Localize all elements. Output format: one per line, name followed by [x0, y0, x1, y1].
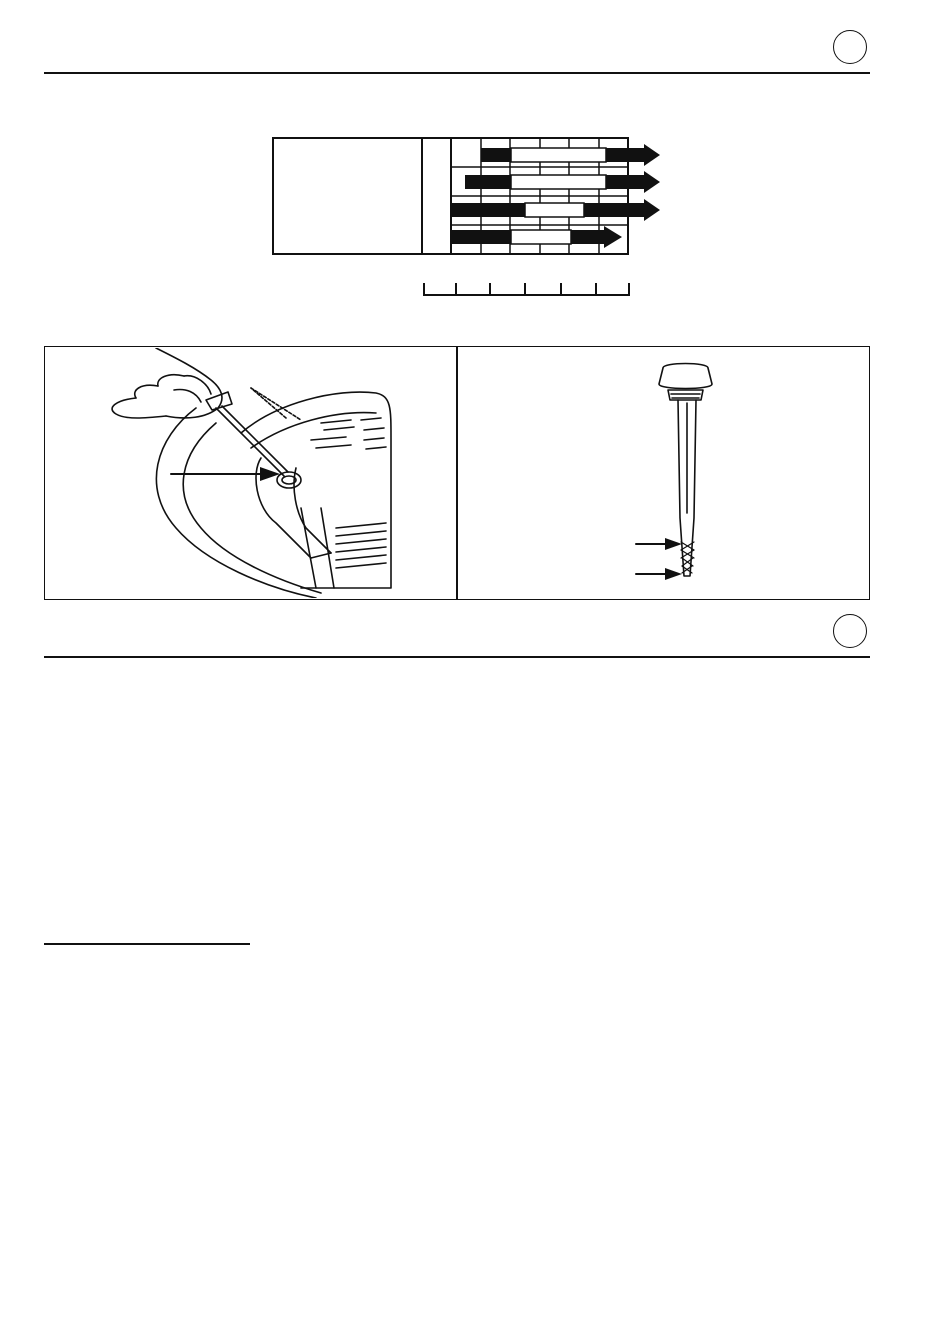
subheading-underline	[44, 943, 250, 945]
figure-dipstick-insertion	[46, 348, 455, 598]
hand-holding-dipstick-icon	[112, 348, 222, 418]
pointer-arrow-icon	[171, 467, 280, 481]
viscosity-chart	[270, 136, 670, 301]
figure-dipstick-levels	[458, 348, 868, 598]
section-2-divider	[44, 656, 870, 658]
lower-level-arrow	[636, 568, 682, 580]
viscosity-chart-svg	[270, 136, 670, 301]
dipstick-icon	[206, 388, 301, 476]
engine-illustration	[241, 392, 391, 588]
deck-curve-outer	[156, 408, 316, 598]
section-1-badge	[833, 30, 867, 64]
section-2-badge	[833, 614, 867, 648]
upper-level-arrow	[636, 538, 682, 550]
temperature-scale	[423, 283, 630, 295]
section-1-divider	[44, 72, 870, 74]
